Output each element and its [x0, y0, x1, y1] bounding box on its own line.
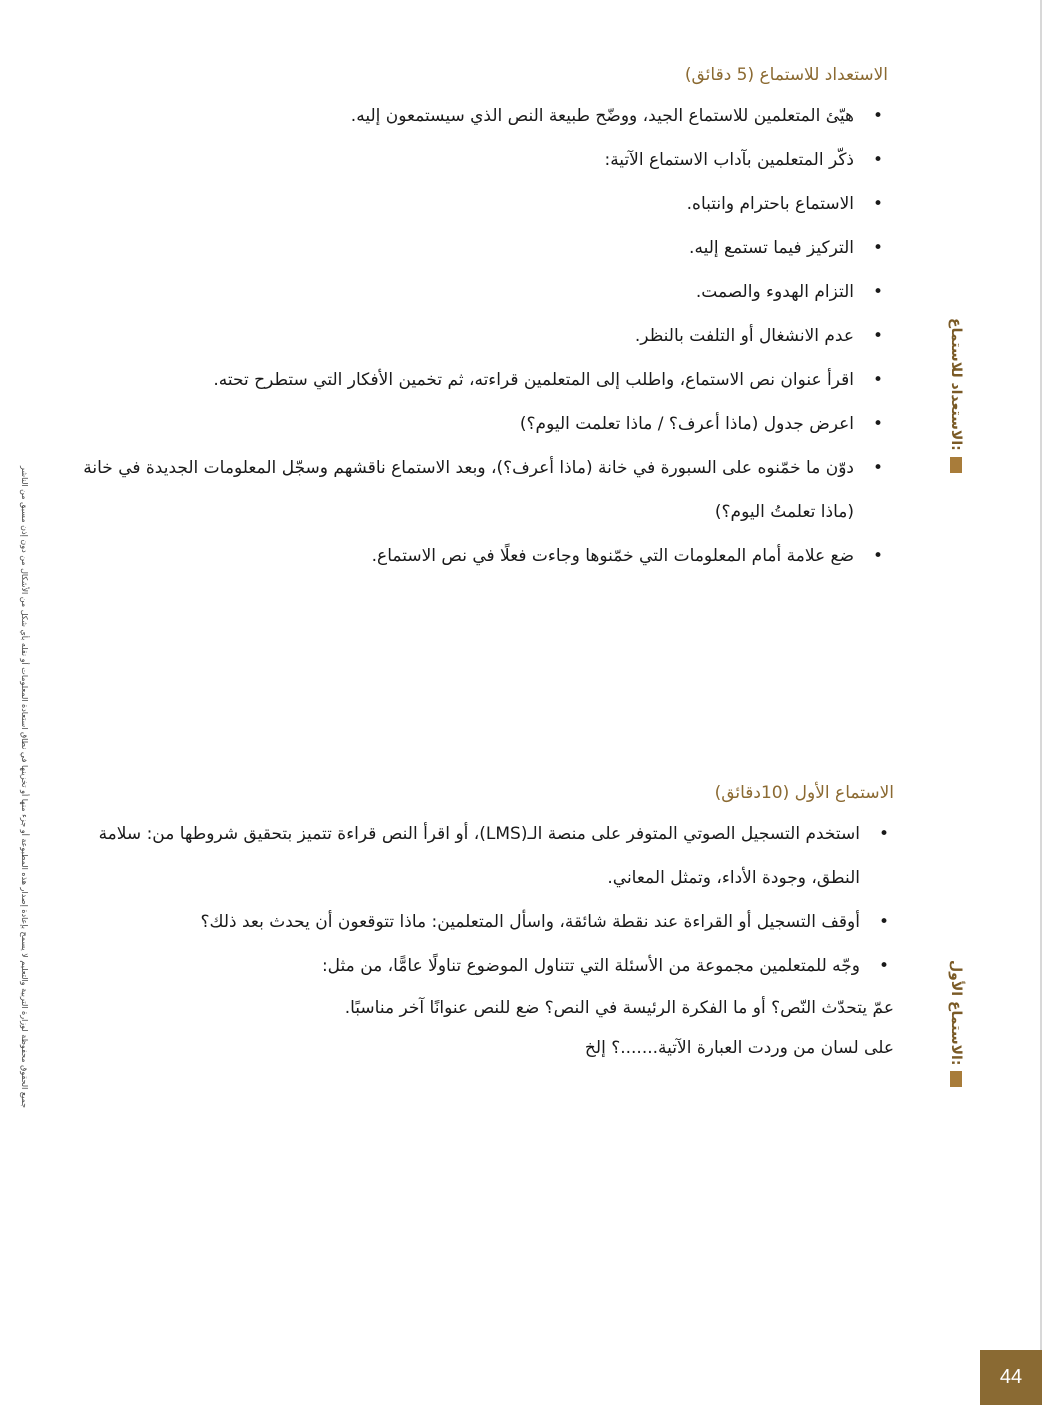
list-item — [60, 944, 894, 988]
list-item — [60, 446, 888, 534]
list-item-text: الاستماع باحترام وانتباه. — [686, 194, 854, 214]
list-item — [60, 182, 888, 226]
bullet-icon: • — [878, 912, 890, 932]
list-item-text: ضع علامة أمام المعلومات التي خمّنوها وجاءت فعلًا في نص الاستماع. — [371, 546, 854, 566]
section-listening-prep — [60, 62, 888, 578]
list-item-text: التزام الهدوء والصمت. — [695, 282, 854, 302]
bullet-icon: • — [872, 326, 884, 346]
section1-side-label — [948, 318, 964, 473]
list-item-text: عدم الانشغال أو التلفت بالنظر. — [634, 326, 854, 346]
copyright-notice: جميع الحقوق محفوظة لوزارة التربية والتعليم لا يسمح بإعادة إصدار هذه المطبوعة أو جزء منها أو تخزينها في نطاق استعادة المعلومات أو نقله بأي شكل من الأشكال من دون إذن مسبق من الناشر — [20, 465, 29, 1108]
section2-title: الاستماع الأول (10دقائق) — [714, 783, 894, 803]
list-item-text: هيّئ المتعلمين للاستماع الجيد، ووضّح طبيعة النص الذي سيستمعون إليه. — [350, 106, 854, 126]
list-item — [60, 314, 888, 358]
bullet-icon: • — [872, 282, 884, 302]
list-item-text: اعرض جدول (ماذا أعرف؟ / ماذا تعلمت اليوم؟) — [519, 414, 854, 434]
list-item — [60, 138, 888, 182]
list-item — [60, 94, 888, 138]
section1-list — [60, 94, 888, 578]
list-item — [60, 534, 888, 578]
list-item-text: ذكّر المتعلمين بآداب الاستماع الآتية: — [604, 150, 854, 170]
list-item-text: وجّه للمتعلمين مجموعة من الأسئلة التي تتناول الموضوع تناولًا عامًّا، من مثل: — [321, 956, 860, 976]
list-item — [60, 270, 888, 314]
bullet-icon: • — [872, 194, 884, 214]
list-item-text: التركيز فيما تستمع إليه. — [689, 238, 854, 258]
list-item — [60, 402, 888, 446]
bullet-icon: • — [872, 414, 884, 434]
question-line: على لسان من وردت العبارة الآتية.......؟ إلخ — [584, 1038, 894, 1058]
bullet-icon: • — [878, 824, 890, 844]
question-line: عمّ يتحدّث النّص؟ أو ما الفكرة الرئيسة في النص؟ ضع للنص عنوانًا آخر مناسبًا. — [344, 998, 894, 1018]
list-item — [60, 812, 894, 900]
bullet-icon: • — [872, 150, 884, 170]
list-item-text: استخدم التسجيل الصوتي المتوفر على منصة الـ(LMS)، أو اقرأ النص قراءة تتميز بتحقيق شروطها من: سلامة النطق، وجودة الأداء، وتمثل المعاني. — [98, 824, 860, 888]
section1-title: الاستعداد للاستماع (5 دقائق) — [684, 65, 888, 85]
list-item-text: أوقف التسجيل أو القراءة عند نقطة شائقة، واسأل المتعلمين: ماذا تتوقعون أن يحدث بعد ذلك؟ — [200, 912, 860, 932]
section-first-listening — [60, 780, 894, 1068]
section2-list — [60, 812, 894, 988]
list-item — [60, 358, 888, 402]
bullet-icon: • — [872, 370, 884, 390]
bullet-icon: • — [872, 238, 884, 258]
section1-side-bar — [950, 457, 962, 473]
list-item — [60, 900, 894, 944]
section2-side-label — [948, 960, 964, 1087]
list-item — [60, 226, 888, 270]
section2-side-text: الاستماع الأول: — [948, 960, 964, 1066]
bullet-icon: • — [872, 458, 884, 478]
section1-side-text: الاستعداد للاستماع: — [948, 318, 964, 451]
list-item-text: دوّن ما خمّنوه على السبورة في خانة (ماذا أعرف؟)، وبعد الاستماع ناقشهم وسجّل المعلومات الجديدة في خانة (ماذا تعلمتُ اليوم؟) — [83, 458, 854, 522]
bullet-icon: • — [872, 546, 884, 566]
list-item-text: اقرأ عنوان نص الاستماع، واطلب إلى المتعلمين قراءته، ثم تخمين الأفكار التي ستطرح تحته. — [213, 370, 854, 390]
bullet-icon: • — [872, 106, 884, 126]
page-number: 44 — [980, 1350, 1042, 1405]
section2-side-bar — [950, 1071, 962, 1087]
bullet-icon: • — [878, 956, 890, 976]
